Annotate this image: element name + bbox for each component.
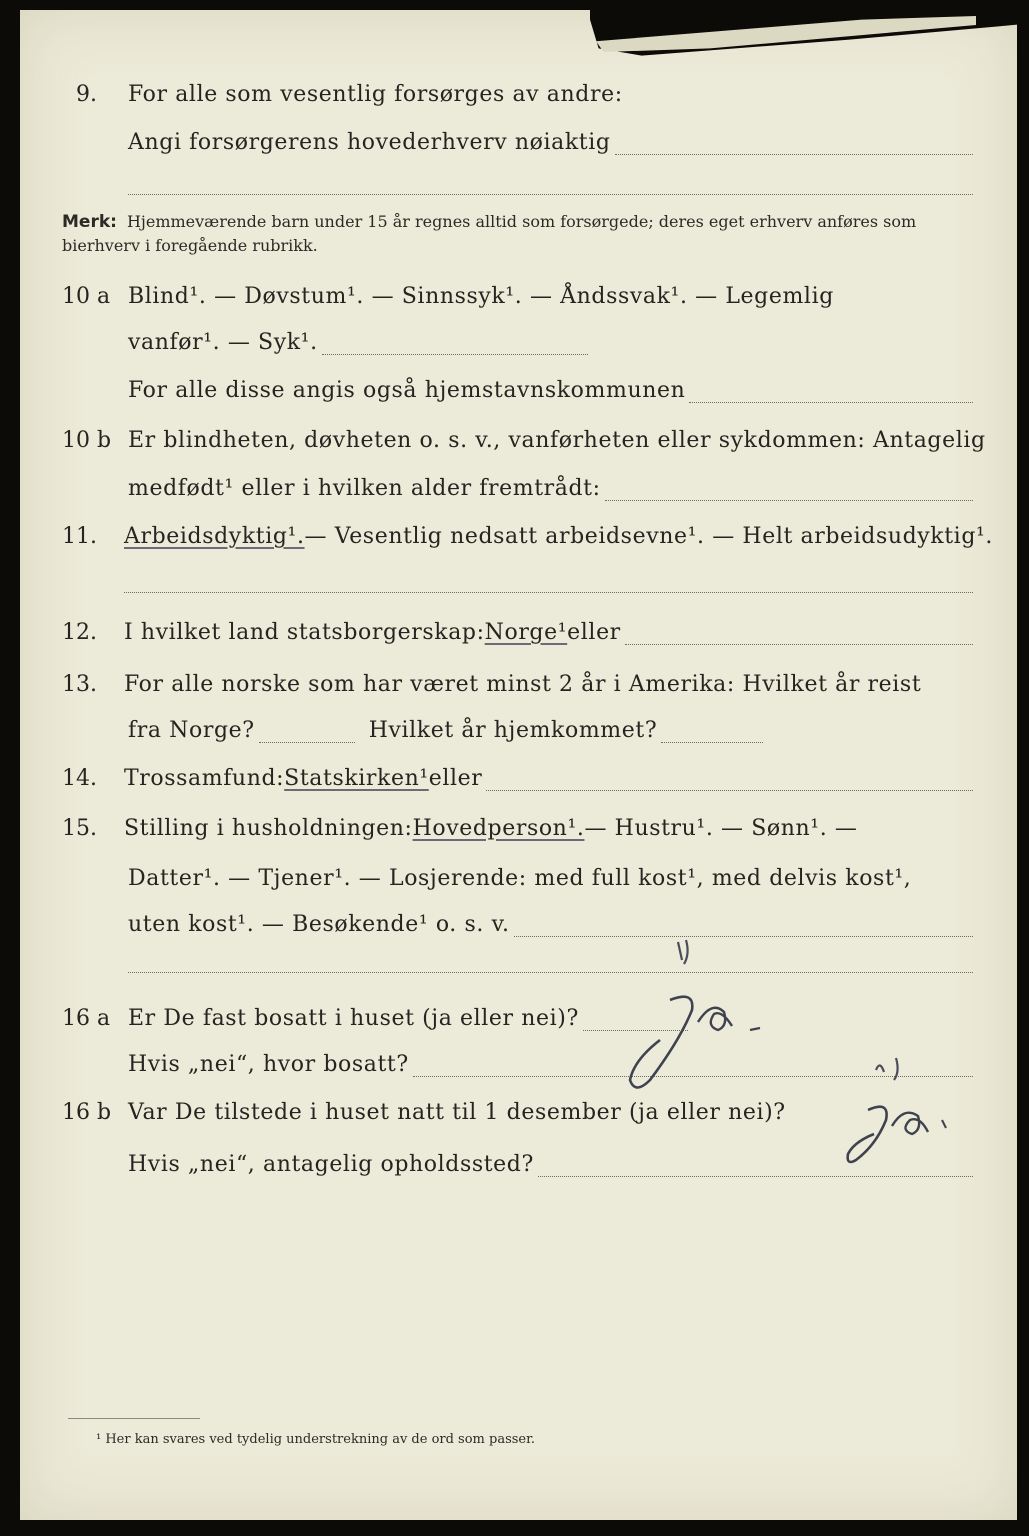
q9-number: 9. (76, 82, 97, 107)
footnote: ¹ Her kan svares ved tydelig understrekning av de ord som passer. (96, 1432, 536, 1447)
q11-selected-option[interactable]: Arbeidsdyktig¹. (124, 524, 305, 549)
q9-answer-field[interactable] (615, 154, 973, 155)
q14-number: 14. (62, 766, 97, 791)
q15-number: 15. (62, 816, 97, 841)
q13-reist-field[interactable] (259, 742, 355, 743)
q11-line: Arbeidsdyktig¹. — Vesentlig nedsatt arbeidsevne¹. — Helt arbeidsudyktig¹. (124, 524, 994, 549)
q10a-line3: For alle disse angis også hjemstavnskommunen (128, 378, 973, 410)
q12-number: 12. (62, 620, 97, 645)
q10a-line2: vanfør¹. — Syk¹. (128, 330, 588, 362)
q12-answer[interactable]: Norge¹ (484, 620, 568, 645)
q13-number: 13. (62, 672, 97, 697)
q12-other-field[interactable] (625, 644, 973, 645)
q9-line2: Angi forsørgerens hovederhverv nøiaktig (128, 130, 973, 162)
footnote-rule (68, 1418, 200, 1419)
q9-line1: For alle som vesentlig forsørges av andre: (128, 82, 623, 107)
q10a-kommune-field[interactable] (689, 402, 973, 403)
q16b-line2: Hvis „nei“, antagelig opholdssted? (128, 1152, 973, 1184)
q10b-line2: medfødt¹ eller i hvilken alder fremtrådt: (128, 476, 973, 508)
merk-note: Merk: Hjemmeværende barn under 15 år regnes alltid som forsørgede; deres eget erhverv anføres som bierhverv i foregående rubrikk. (62, 212, 917, 255)
q13-line1: For alle norske som har været minst 2 år i Amerika: Hvilket år reist (124, 672, 922, 697)
q10b-line1: Er blindheten, døvheten o. s. v., vanførheten eller sykdommen: Antagelig (128, 428, 986, 453)
q15-answer[interactable]: Hovedperson¹. (412, 816, 585, 841)
q16b-number: 16 b (62, 1100, 112, 1125)
q15-line2: Datter¹. — Tjener¹. — Losjerende: med full kost¹, med delvis kost¹, (128, 866, 912, 891)
q10a-number: 10 a (62, 284, 111, 309)
q13-hjemkommet-field[interactable] (661, 742, 763, 743)
q14-other-field[interactable] (486, 790, 973, 791)
q16a-line1: Er De fast bosatt i huset (ja eller nei)? (128, 1006, 688, 1038)
q10b-answer-field[interactable] (605, 500, 973, 501)
q12-line: I hvilket land statsborgerskap: Norge¹ eller (124, 620, 973, 652)
q14-line: Trossamfund: Statskirken¹ eller (124, 766, 973, 798)
q14-answer[interactable]: Statskirken¹ (284, 766, 429, 791)
handwritten-ja-16a (600, 930, 780, 1100)
q11-blank-rule (124, 592, 973, 593)
q16b-line1: Var De tilstede i huset natt til 1 desember (ja eller nei)? (128, 1100, 786, 1125)
q13-line2: fra Norge? Hvilket år hjemkommet? (128, 718, 763, 750)
q10b-number: 10 b (62, 428, 112, 453)
q9-blank-rule (128, 194, 973, 195)
q15-line3: uten kost¹. — Besøkende¹ o. s. v. (128, 912, 973, 944)
q15-blank-rule (128, 972, 973, 973)
q11-number: 11. (62, 524, 97, 549)
q16a-number: 16 a (62, 1006, 111, 1031)
q10a-line1: Blind¹. — Døvstum¹. — Sinnssyk¹. — Åndssvak¹. — Legemlig (128, 284, 834, 309)
q16a-line2: Hvis „nei“, hvor bosatt? (128, 1052, 973, 1084)
handwritten-ja-16b (830, 1050, 970, 1180)
q10a-syk-field[interactable] (322, 354, 588, 355)
q15-line1: Stilling i husholdningen: Hovedperson¹. — Hustru¹. — Sønn¹. — (124, 816, 858, 841)
